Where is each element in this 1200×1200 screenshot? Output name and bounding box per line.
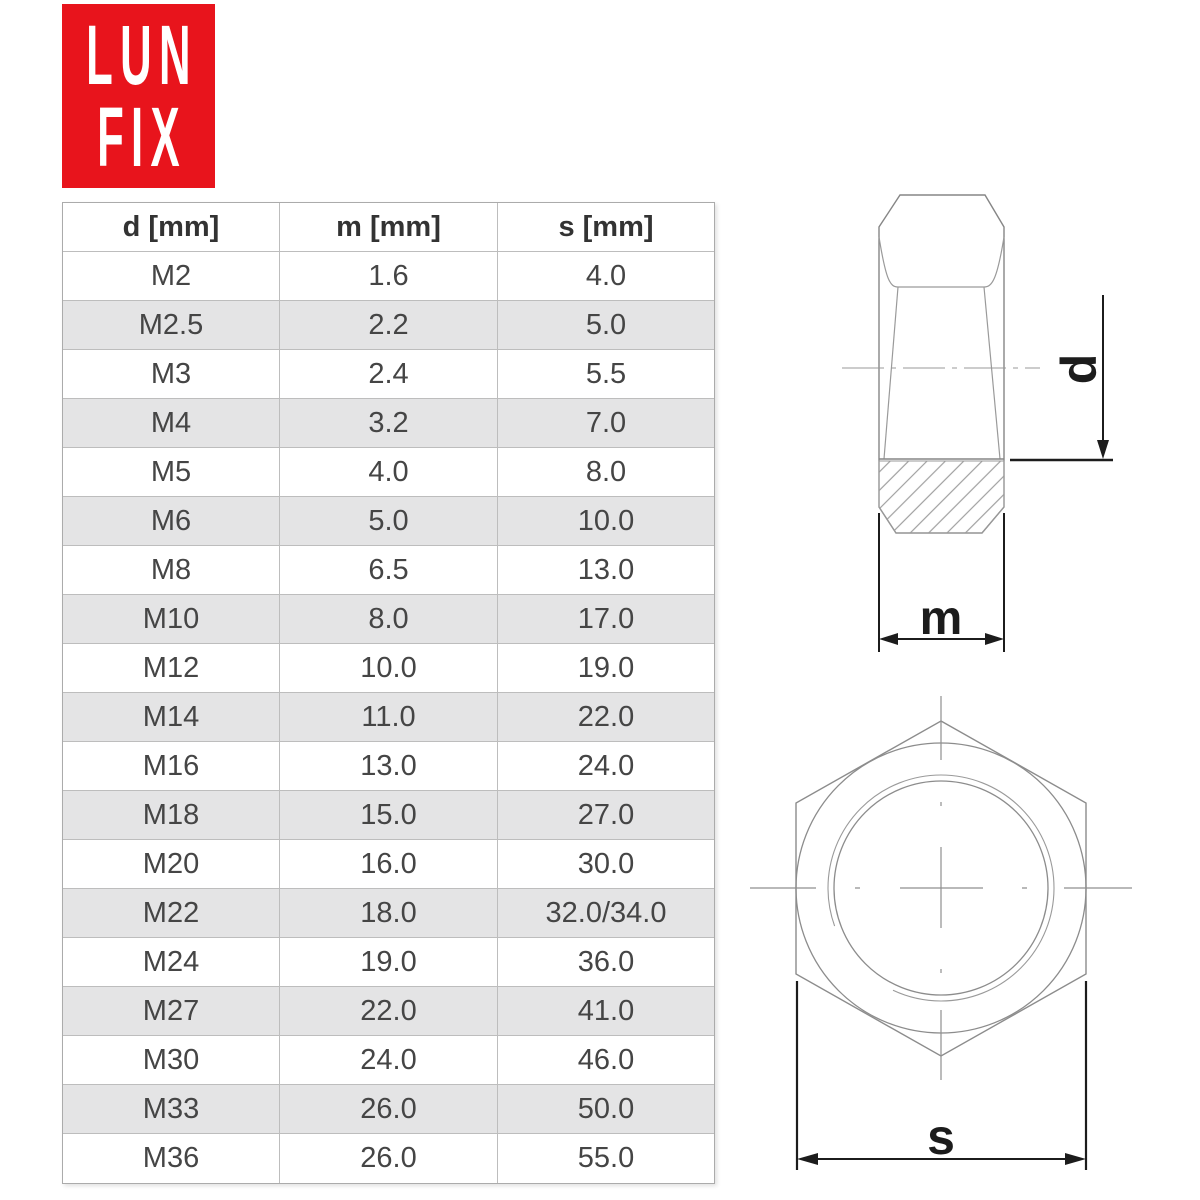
table-cell: 4.0 — [280, 448, 498, 497]
table-cell: M20 — [63, 840, 280, 889]
table-cell: 16.0 — [280, 840, 498, 889]
table-cell: M6 — [63, 497, 280, 546]
dimension-label-s: s — [927, 1109, 955, 1165]
table-cell: M22 — [63, 889, 280, 938]
table-cell: 19.0 — [280, 938, 498, 987]
logo-text-fix: FIX — [97, 90, 188, 184]
dimension-label-m: m — [919, 592, 963, 645]
table-cell: 3.2 — [280, 399, 498, 448]
table-cell: 24.0 — [498, 742, 714, 791]
table-cell: 41.0 — [498, 987, 714, 1036]
table-cell: 1.6 — [280, 252, 498, 301]
table-cell: 22.0 — [280, 987, 498, 1036]
table-cell: 19.0 — [498, 644, 714, 693]
nut-side-view-drawing — [842, 195, 1113, 652]
table-cell: M12 — [63, 644, 280, 693]
table-cell: 8.0 — [498, 448, 714, 497]
s-arrowhead-left — [797, 1153, 818, 1165]
table-cell: 11.0 — [280, 693, 498, 742]
table-cell: 2.4 — [280, 350, 498, 399]
column-header-m: m [mm] — [280, 203, 498, 252]
dimension-d-arrowhead — [1097, 440, 1109, 459]
table-cell: 5.0 — [280, 497, 498, 546]
table-cell: 7.0 — [498, 399, 714, 448]
table-cell: M3 — [63, 350, 280, 399]
table-cell: M27 — [63, 987, 280, 1036]
m-arrowhead-right — [985, 633, 1004, 645]
s-arrowhead-right — [1065, 1153, 1086, 1165]
table-cell: 5.5 — [498, 350, 714, 399]
table-cell: 55.0 — [577, 1142, 635, 1174]
table-cell: 27.0 — [498, 791, 714, 840]
table-cell: M30 — [63, 1036, 280, 1085]
table-cell: 6.5 — [280, 546, 498, 595]
table-cell: M33 — [63, 1085, 280, 1134]
table-cell: M16 — [63, 742, 280, 791]
table-cell: M36 — [63, 1134, 280, 1183]
table-cell: M14 — [63, 693, 280, 742]
table-cell: 32.0/34.0 — [498, 889, 714, 938]
table-cell: 5.0 — [498, 301, 714, 350]
face-line-left — [884, 287, 898, 459]
table-cell: M2.5 — [63, 301, 280, 350]
table-cell: 17.0 — [498, 595, 714, 644]
face-line-right — [984, 287, 1000, 459]
table-cell: 13.0 — [280, 742, 498, 791]
table-cell: M5 — [63, 448, 280, 497]
table-cell: M4 — [63, 399, 280, 448]
table-cell: 18.0 — [280, 889, 498, 938]
table-cell: 46.0 — [498, 1036, 714, 1085]
hatch-section — [879, 461, 1004, 533]
table-cell: M18 — [63, 791, 280, 840]
table-cell: 15.0 — [280, 791, 498, 840]
table-cell: 13.0 — [498, 546, 714, 595]
table-cell: M2 — [63, 252, 280, 301]
table-cell: 30.0 — [498, 840, 714, 889]
column-header-d: d [mm] — [63, 203, 280, 252]
table-cell: M10 — [63, 595, 280, 644]
nut-top-view-drawing — [750, 696, 1132, 1170]
column-header-s: s [mm] — [498, 203, 714, 252]
table-cell: 26.0 — [280, 1085, 498, 1134]
table-cell: 4.0 — [498, 252, 714, 301]
table-cell: M24 — [63, 938, 280, 987]
m-arrowhead-left — [879, 633, 898, 645]
dimension-label-d: d — [1051, 353, 1107, 385]
table-cell: 24.0 — [280, 1036, 498, 1085]
table-cell: 50.0 — [498, 1085, 714, 1134]
table-cell: 10.0 — [280, 644, 498, 693]
logo-text-lun: LUN — [86, 8, 198, 102]
table-cell: 2.2 — [280, 301, 498, 350]
table-cell: 36.0 — [498, 938, 714, 987]
table-cell: 26.0 — [280, 1134, 498, 1183]
table-cell: 8.0 — [280, 595, 498, 644]
table-cell: 22.0 — [498, 693, 714, 742]
table-cell: 10.0 — [498, 497, 714, 546]
table-cell: M8 — [63, 546, 280, 595]
chamfer-curve — [879, 237, 1004, 287]
